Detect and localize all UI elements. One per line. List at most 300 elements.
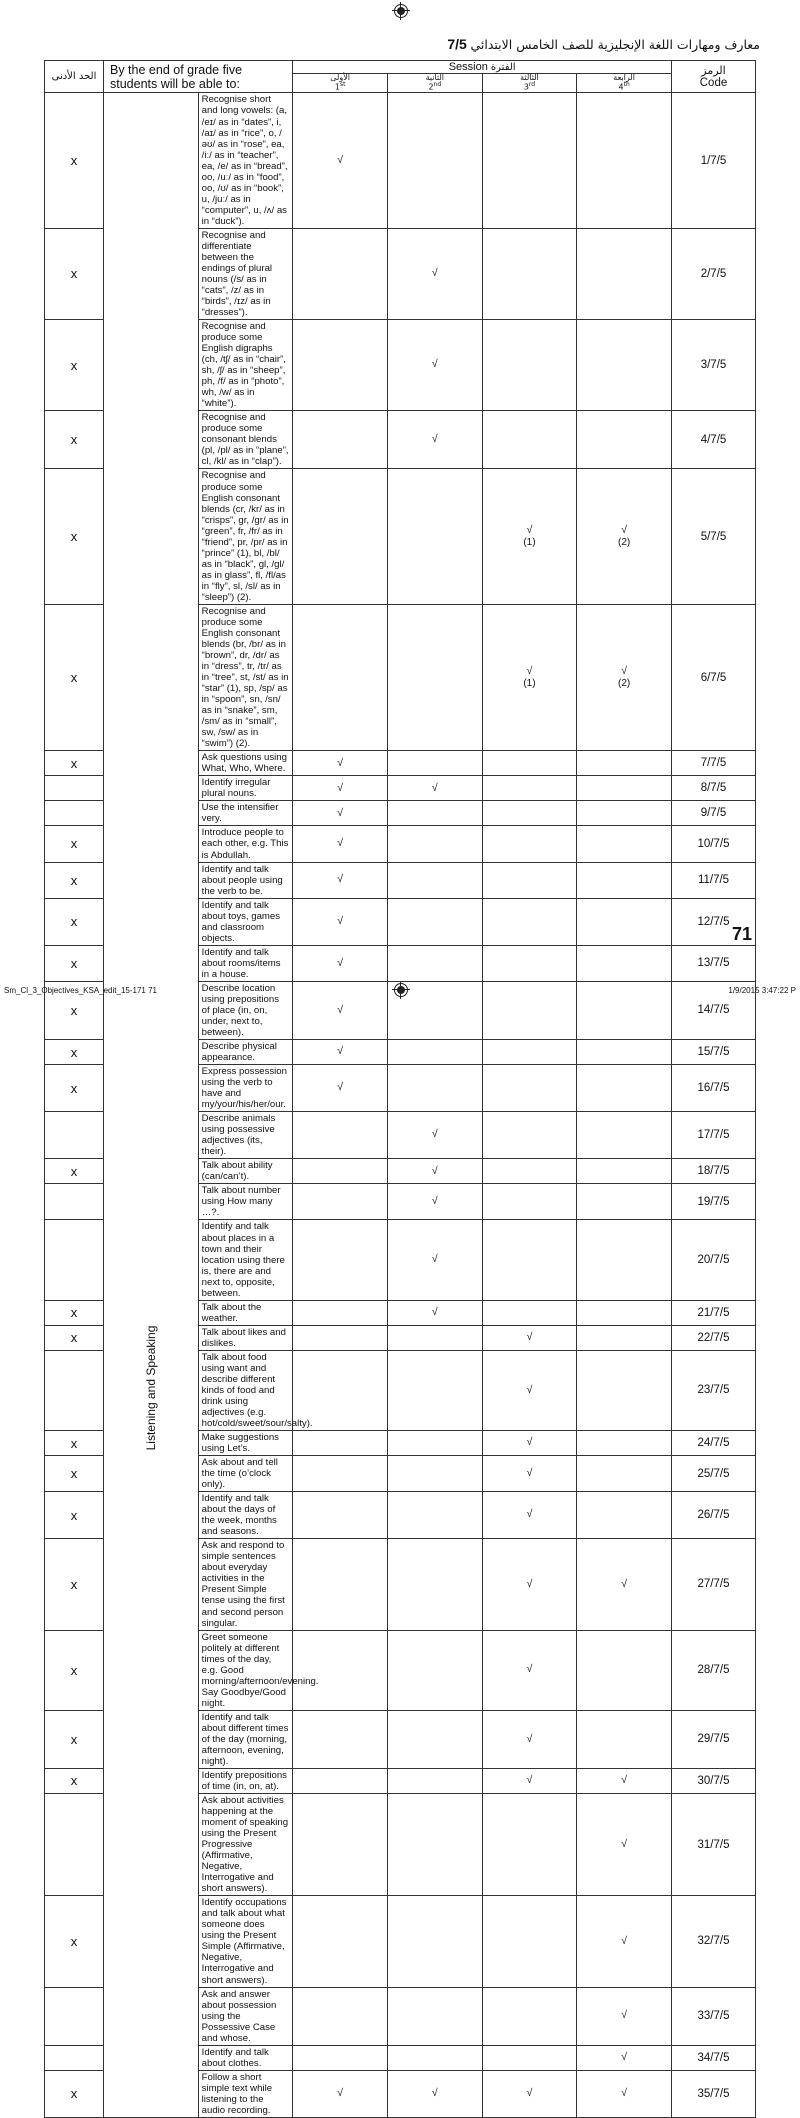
session-1-cell xyxy=(293,2045,388,2070)
session-2-cell xyxy=(387,1768,482,1793)
session-2-cell xyxy=(387,469,482,604)
objective-text: Identify and talk about different times of the day (morning, afternoon, evening, night). xyxy=(198,1710,293,1768)
session-4-cell xyxy=(577,1710,672,1768)
objective-code: 32/7/5 xyxy=(672,1896,756,1987)
objective-text: Identify and talk about rooms/items in a house. xyxy=(198,945,293,981)
session-note: (1) xyxy=(523,677,536,689)
session-3-cell xyxy=(482,1300,577,1325)
objective-code: 25/7/5 xyxy=(672,1456,756,1492)
objective-text: Recognise short and long vowels: (a, /eɪ/ as in “dates”, i, /aɪ/ as in “rice”, o, /əʊ/ as in “rose”, ea, /iː/ as in “teacher”, ea, /e/ as in “bread”, oo, /uː/ as in “food”, oo, /ʊ/ as in “book”, u, /juː/ as in “computer”, u, /ʌ/ as in “duck”). xyxy=(198,93,293,228)
session-2-cell xyxy=(387,776,482,801)
session-3-cell xyxy=(482,1350,577,1430)
objectives-table xyxy=(44,60,756,2118)
objective-code: 1/7/5 xyxy=(672,93,756,228)
check-mark-icon: √ xyxy=(621,1774,628,1787)
objective-code: 24/7/5 xyxy=(672,1431,756,1456)
session-2-cell xyxy=(387,1065,482,1112)
minimum-mark: x xyxy=(45,604,104,750)
session-2-cell xyxy=(387,1710,482,1768)
objective-code: 7/7/5 xyxy=(672,751,756,776)
session-3-cell xyxy=(482,1184,577,1220)
check-mark-icon: √ xyxy=(337,2087,344,2100)
objective-text: Talk about number using How many …?. xyxy=(198,1184,293,1220)
objective-text: Introduce people to each other, e.g. This is Abdullah. xyxy=(198,826,293,862)
session-3-cell xyxy=(482,1456,577,1492)
session-4-cell xyxy=(577,1065,672,1112)
check-mark-icon: √ xyxy=(337,873,344,886)
session-3-cell xyxy=(482,1987,577,2045)
session-2-cell xyxy=(387,2070,482,2117)
minimum-mark xyxy=(45,1987,104,2045)
check-mark-icon: √ xyxy=(431,781,438,794)
objective-code: 31/7/5 xyxy=(672,1794,756,1896)
session-header xyxy=(293,61,672,74)
session-3-cell xyxy=(482,1040,577,1065)
objective-code: 6/7/5 xyxy=(672,604,756,750)
check-mark-icon: √ xyxy=(621,665,628,678)
session-2-cell xyxy=(387,981,482,1039)
objective-text: Recognise and produce some English consonant blends (br, /br/ as in “brown”, dr, /dr/ as in “dress”, tr, /tr/ as in “tree”, st, /st/ as in “star” (1), sp, /sp/ as in “spoon”, sn, /sn/ as in “snake”, sm, /sm/ as in “small”, sw, /sw/ as in “swim”) (2). xyxy=(198,604,293,750)
session-4-cell xyxy=(577,1159,672,1184)
objective-text: Identify and talk about places in a town and their location using there is, there are and next to, opposite, between. xyxy=(198,1220,293,1300)
minimum-mark: x xyxy=(45,1492,104,1539)
session-4-cell xyxy=(577,1325,672,1350)
session-2-cell xyxy=(387,826,482,862)
code-header: الرمز Code xyxy=(672,61,756,93)
objective-code: 15/7/5 xyxy=(672,1040,756,1065)
session-4-cell xyxy=(577,93,672,228)
minimum-mark: x xyxy=(45,862,104,898)
session-3-cell xyxy=(482,1325,577,1350)
objective-text: Ask and respond to simple sentences about everyday activities in the Present Simple tense using the first and second person singular. xyxy=(198,1539,293,1630)
check-mark-icon: √ xyxy=(621,2050,628,2063)
session-3-cell xyxy=(482,776,577,801)
minimum-mark: x xyxy=(45,1768,104,1793)
session-2-cell xyxy=(387,228,482,319)
check-mark-icon: √ xyxy=(526,1466,533,1479)
objective-code: 18/7/5 xyxy=(672,1159,756,1184)
minimum-mark: x xyxy=(45,1710,104,1768)
objective-text: Describe animals using possessive adjectives (its, their). xyxy=(198,1112,293,1159)
session-1-cell xyxy=(293,1630,388,1710)
session-4-cell xyxy=(577,826,672,862)
session-3-cell xyxy=(482,1159,577,1184)
check-mark-icon: √ xyxy=(431,433,438,446)
session-1-cell xyxy=(293,1325,388,1350)
objective-code: 14/7/5 xyxy=(672,981,756,1039)
objective-text: Identify and talk about toys, games and classroom objects. xyxy=(198,898,293,945)
footer-timestamp: 1/9/2015 3:47:22 P xyxy=(728,986,796,995)
table-header-row xyxy=(45,61,756,74)
minimum-mark: x xyxy=(45,1040,104,1065)
session-4-cell xyxy=(577,1184,672,1220)
check-mark-icon: √ xyxy=(431,1164,438,1177)
session-3-cell xyxy=(482,1710,577,1768)
session-3-cell xyxy=(482,1065,577,1112)
session-3-cell xyxy=(482,1431,577,1456)
session-2-cell xyxy=(387,801,482,826)
objective-text: Identify occupations and talk about what someone does using the Present Simple (Affirmative, Negative, Interrogative and short answers). xyxy=(198,1896,293,1987)
check-mark-icon: √ xyxy=(621,1837,628,1850)
objective-text: Talk about likes and dislikes. xyxy=(198,1325,293,1350)
check-mark-icon: √ xyxy=(337,1081,344,1094)
minimum-mark: x xyxy=(45,898,104,945)
session-2-cell xyxy=(387,1794,482,1896)
session-4-cell xyxy=(577,2070,672,2117)
check-mark-icon: √ xyxy=(337,781,344,794)
session-1-cell xyxy=(293,1184,388,1220)
session-1-cell xyxy=(293,826,388,862)
session-3-cell xyxy=(482,228,577,319)
session-3-cell xyxy=(482,1112,577,1159)
session-1-cell xyxy=(293,1710,388,1768)
session-1-cell xyxy=(293,862,388,898)
skill-group-label: Listening and Speaking xyxy=(143,1326,158,1451)
session-4-header: الرابعة 4th xyxy=(577,74,672,93)
session-4-cell xyxy=(577,945,672,981)
session-4-cell xyxy=(577,898,672,945)
session-3-cell xyxy=(482,801,577,826)
session-2-cell xyxy=(387,1492,482,1539)
session-3-cell xyxy=(482,469,577,604)
objective-text: Recognise and differentiate between the endings of plural nouns (/s/ as in “cats”, /z/ as in “birds”, /ɪz/ as in “dresses”). xyxy=(198,228,293,319)
session-note: (2) xyxy=(618,677,631,689)
minimum-mark: x xyxy=(45,2070,104,2117)
session-1-cell xyxy=(293,981,388,1039)
session-1-cell xyxy=(293,1431,388,1456)
objective-text: Ask and answer about possession using the Possessive Case and whose. xyxy=(198,1987,293,2045)
objective-text: Identify and talk about people using the verb to be. xyxy=(198,862,293,898)
check-mark-icon: √ xyxy=(431,1305,438,1318)
session-3-cell xyxy=(482,981,577,1039)
session-2-cell xyxy=(387,1630,482,1710)
check-mark-icon: √ xyxy=(526,665,533,678)
objective-code: 12/7/5 xyxy=(672,898,756,945)
session-3-header: الثالثة 3rd xyxy=(482,74,577,93)
minimum-mark: x xyxy=(45,1896,104,1987)
objective-code: 27/7/5 xyxy=(672,1539,756,1630)
session-4-cell xyxy=(577,320,672,411)
session-3-cell xyxy=(482,411,577,469)
objective-text: Ask about activities happening at the moment of speaking using the Present Progressive (Affirmative, Negative, Interrogative and short answers). xyxy=(198,1794,293,1896)
objective-code: 2/7/5 xyxy=(672,228,756,319)
session-1-cell xyxy=(293,228,388,319)
session-1-cell xyxy=(293,1065,388,1112)
check-mark-icon: √ xyxy=(526,1508,533,1521)
session-3-cell xyxy=(482,93,577,228)
objective-text: Ask about and tell the time (o’clock only). xyxy=(198,1456,293,1492)
minimum-mark: x xyxy=(45,1630,104,1710)
session-2-cell xyxy=(387,1184,482,1220)
check-mark-icon: √ xyxy=(526,1663,533,1676)
minimum-mark: x xyxy=(45,981,104,1039)
minimum-mark: x xyxy=(45,826,104,862)
session-3-cell xyxy=(482,1794,577,1896)
objective-text: Describe location using prepositions of place (in, on, under, next to, between). xyxy=(198,981,293,1039)
session-2-cell xyxy=(387,2045,482,2070)
session-4-cell xyxy=(577,469,672,604)
minimum-mark: x xyxy=(45,1159,104,1184)
minimum-mark xyxy=(45,1112,104,1159)
check-mark-icon: √ xyxy=(431,1253,438,1266)
session-1-cell xyxy=(293,93,388,228)
objective-text: Identify irregular plural nouns. xyxy=(198,776,293,801)
objectives-body xyxy=(45,93,756,2117)
check-mark-icon: √ xyxy=(526,2087,533,2100)
minimum-mark: x xyxy=(45,228,104,319)
session-1-cell xyxy=(293,1220,388,1300)
session-2-cell xyxy=(387,1220,482,1300)
minimum-mark xyxy=(45,1794,104,1896)
objective-text: Identify prepositions of time (in, on, at). xyxy=(198,1768,293,1793)
session-1-cell xyxy=(293,1768,388,1793)
objective-code: 26/7/5 xyxy=(672,1492,756,1539)
session-2-cell xyxy=(387,1112,482,1159)
objective-text: Talk about the weather. xyxy=(198,1300,293,1325)
session-2-header: الثانية 2nd xyxy=(387,74,482,93)
session-4-cell xyxy=(577,1539,672,1630)
session-2-cell xyxy=(387,1159,482,1184)
check-mark-icon: √ xyxy=(526,524,533,537)
session-1-cell xyxy=(293,776,388,801)
session-2-cell xyxy=(387,1325,482,1350)
session-4-cell xyxy=(577,1794,672,1896)
check-mark-icon: √ xyxy=(526,1732,533,1745)
session-1-cell xyxy=(293,801,388,826)
session-2-cell xyxy=(387,945,482,981)
session-1-cell xyxy=(293,751,388,776)
objective-code: 10/7/5 xyxy=(672,826,756,862)
check-mark-icon: √ xyxy=(621,1577,628,1590)
session-4-cell xyxy=(577,981,672,1039)
check-mark-icon: √ xyxy=(526,1383,533,1396)
session-4-cell xyxy=(577,1300,672,1325)
objective-text: Identify and talk about the days of the week, months and seasons. xyxy=(198,1492,293,1539)
objective-code: 20/7/5 xyxy=(672,1220,756,1300)
session-2-cell xyxy=(387,898,482,945)
check-mark-icon: √ xyxy=(431,1195,438,1208)
check-mark-icon: √ xyxy=(431,2087,438,2100)
session-1-cell xyxy=(293,604,388,750)
check-mark-icon: √ xyxy=(431,267,438,280)
session-3-cell xyxy=(482,862,577,898)
session-4-cell xyxy=(577,1220,672,1300)
session-4-cell xyxy=(577,1987,672,2045)
objective-text: Recognise and produce some consonant blends (pl, /pl/ as in “plane”, cl, /kl/ as in “clap”). xyxy=(198,411,293,469)
objective-text: Talk about food using want and describe different kinds of food and drink using adjectives (e.g. hot/cold/sweet/sour/salty). xyxy=(198,1350,293,1430)
check-mark-icon: √ xyxy=(431,358,438,371)
page-header xyxy=(390,36,760,52)
objective-text: Recognise and produce some English consonant blends (cr, /kr/ as in “crisps”, gr, /gr/ as in “green”, fr, /fr/ as in “friend”, pr, /pr/ as in “prince” (1), bl, /bl/ as in “black”, gl, /gl/ as in glass”, fl, /fl/as in “fly”, sl, /sl/ as in “sleep”) (2). xyxy=(198,469,293,604)
session-4-cell xyxy=(577,1896,672,1987)
session-4-cell xyxy=(577,1040,672,1065)
check-mark-icon: √ xyxy=(526,1436,533,1449)
session-4-cell xyxy=(577,228,672,319)
objective-code: 16/7/5 xyxy=(672,1065,756,1112)
footer-file-info: Sm_Cl_3_Objectives_KSA_edit_15-171 71 xyxy=(4,986,157,995)
check-mark-icon: √ xyxy=(526,1774,533,1787)
session-1-cell xyxy=(293,1492,388,1539)
objective-text: Follow a short simple text while listening to the audio recording. xyxy=(198,2070,293,2117)
objective-text: Recognise and produce some English digraphs (ch, /tʃ/ as in “chair”, sh, /ʃ/ as in “sheep”, ph, /f/ as in “photo”, wh, /w/ as in “white”). xyxy=(198,320,293,411)
session-3-cell xyxy=(482,1220,577,1300)
session-3-cell xyxy=(482,1539,577,1630)
session-4-cell xyxy=(577,1456,672,1492)
session-4-cell xyxy=(577,1492,672,1539)
check-mark-icon: √ xyxy=(621,2087,628,2100)
session-4-cell xyxy=(577,862,672,898)
objective-code: 30/7/5 xyxy=(672,1768,756,1793)
objective-code: 34/7/5 xyxy=(672,2045,756,2070)
session-1-header: الأولى 1st xyxy=(293,74,388,93)
session-2-cell xyxy=(387,1350,482,1430)
session-2-cell xyxy=(387,1539,482,1630)
session-4-cell xyxy=(577,1112,672,1159)
session-1-cell xyxy=(293,1040,388,1065)
objective-code: 23/7/5 xyxy=(672,1350,756,1430)
minimum-mark: x xyxy=(45,1300,104,1325)
session-header-en: Session xyxy=(448,61,488,73)
session-4-cell xyxy=(577,604,672,750)
minimum-mark: x xyxy=(45,1456,104,1492)
session-3-cell xyxy=(482,1630,577,1710)
session-3-cell xyxy=(482,826,577,862)
session-4-cell xyxy=(577,1350,672,1430)
objective-code: 28/7/5 xyxy=(672,1630,756,1710)
session-3-cell xyxy=(482,1492,577,1539)
objective-code: 17/7/5 xyxy=(672,1112,756,1159)
minimum-mark: x xyxy=(45,751,104,776)
session-1-cell xyxy=(293,1896,388,1987)
session-2-cell xyxy=(387,1896,482,1987)
objective-text: Ask questions using What, Who, Where. xyxy=(198,751,293,776)
check-mark-icon: √ xyxy=(526,1331,533,1343)
session-1-cell xyxy=(293,2070,388,2117)
session-1-cell xyxy=(293,1112,388,1159)
check-mark-icon: √ xyxy=(526,1577,533,1590)
session-3-cell xyxy=(482,751,577,776)
check-mark-icon: √ xyxy=(337,914,344,927)
objective-text: Express possession using the verb to have and my/your/his/her/our. xyxy=(198,1065,293,1112)
session-3-cell xyxy=(482,320,577,411)
session-3-cell xyxy=(482,945,577,981)
session-note: (2) xyxy=(618,536,631,548)
objective-code: 29/7/5 xyxy=(672,1710,756,1768)
session-1-cell xyxy=(293,898,388,945)
session-4-cell xyxy=(577,1768,672,1793)
session-1-cell xyxy=(293,469,388,604)
check-mark-icon: √ xyxy=(337,756,344,769)
session-header-ar: الفترة xyxy=(490,62,516,73)
objective-text: Talk about ability (can/can’t). xyxy=(198,1159,293,1184)
check-mark-icon: √ xyxy=(337,956,344,969)
session-1-cell xyxy=(293,1159,388,1184)
session-3-cell xyxy=(482,604,577,750)
session-2-cell xyxy=(387,1040,482,1065)
minimum-mark xyxy=(45,2045,104,2070)
session-1-cell xyxy=(293,320,388,411)
session-1-cell xyxy=(293,945,388,981)
session-2-cell xyxy=(387,411,482,469)
session-2-cell xyxy=(387,751,482,776)
session-2-cell xyxy=(387,93,482,228)
session-1-cell xyxy=(293,1456,388,1492)
objectives-header: By the end of grade five students will be able to: xyxy=(104,61,293,93)
session-note: (1) xyxy=(523,536,536,548)
minimum-mark xyxy=(45,1220,104,1300)
minimum-mark: x xyxy=(45,1539,104,1630)
minimum-mark xyxy=(45,776,104,801)
header-code: 7/5 xyxy=(447,36,467,52)
session-2-cell xyxy=(387,862,482,898)
objective-code: 19/7/5 xyxy=(672,1184,756,1220)
check-mark-icon: √ xyxy=(337,1045,344,1058)
objective-code: 5/7/5 xyxy=(672,469,756,604)
objective-code: 13/7/5 xyxy=(672,945,756,981)
objective-text: Use the intensifier very. xyxy=(198,801,293,826)
check-mark-icon: √ xyxy=(337,153,344,166)
objective-text: Describe physical appearance. xyxy=(198,1040,293,1065)
session-3-cell xyxy=(482,1768,577,1793)
minimum-mark xyxy=(45,801,104,826)
minimum-mark xyxy=(45,1184,104,1220)
page-title: معارف ومهارات اللغة الإنجليزية للصف الخامس الابتدائي xyxy=(470,37,760,52)
minimum-mark: x xyxy=(45,469,104,604)
objective-code: 4/7/5 xyxy=(672,411,756,469)
objective-text: Greet someone politely at different times of the day, e.g. Good morning/afternoon/evening. Say Goodbye/Good night. xyxy=(198,1630,293,1710)
page-number: 71 xyxy=(731,924,752,944)
check-mark-icon: √ xyxy=(431,1128,438,1141)
session-3-cell xyxy=(482,1896,577,1987)
objective-code: 9/7/5 xyxy=(672,801,756,826)
session-3-cell xyxy=(482,898,577,945)
table-row xyxy=(45,93,756,228)
session-4-cell xyxy=(577,751,672,776)
session-4-cell xyxy=(577,1431,672,1456)
minimum-mark: x xyxy=(45,93,104,228)
objective-code: 11/7/5 xyxy=(672,862,756,898)
check-mark-icon: √ xyxy=(621,1934,628,1947)
session-1-cell xyxy=(293,1300,388,1325)
objective-code: 3/7/5 xyxy=(672,320,756,411)
check-mark-icon: √ xyxy=(337,806,344,819)
session-2-cell xyxy=(387,1987,482,2045)
objective-code: 33/7/5 xyxy=(672,1987,756,2045)
session-4-cell xyxy=(577,776,672,801)
session-2-cell xyxy=(387,1300,482,1325)
skill-group-cell xyxy=(104,93,199,2117)
objective-code: 21/7/5 xyxy=(672,1300,756,1325)
session-2-cell xyxy=(387,1431,482,1456)
minimum-mark: x xyxy=(45,411,104,469)
minimum-mark: x xyxy=(45,1065,104,1112)
minimum-mark xyxy=(45,1350,104,1430)
minimum-mark: x xyxy=(45,945,104,981)
minimum-mark: x xyxy=(45,320,104,411)
session-1-cell xyxy=(293,1794,388,1896)
session-3-cell xyxy=(482,2070,577,2117)
check-mark-icon: √ xyxy=(337,1003,344,1016)
session-3-cell xyxy=(482,2045,577,2070)
objective-code: 35/7/5 xyxy=(672,2070,756,2117)
session-4-cell xyxy=(577,2045,672,2070)
minimum-mark: x xyxy=(45,1325,104,1350)
session-2-cell xyxy=(387,1456,482,1492)
objective-text: Identify and talk about clothes. xyxy=(198,2045,293,2070)
check-mark-icon: √ xyxy=(337,837,344,850)
minimum-header: الحد الأدنى xyxy=(45,61,104,93)
minimum-mark: x xyxy=(45,1431,104,1456)
